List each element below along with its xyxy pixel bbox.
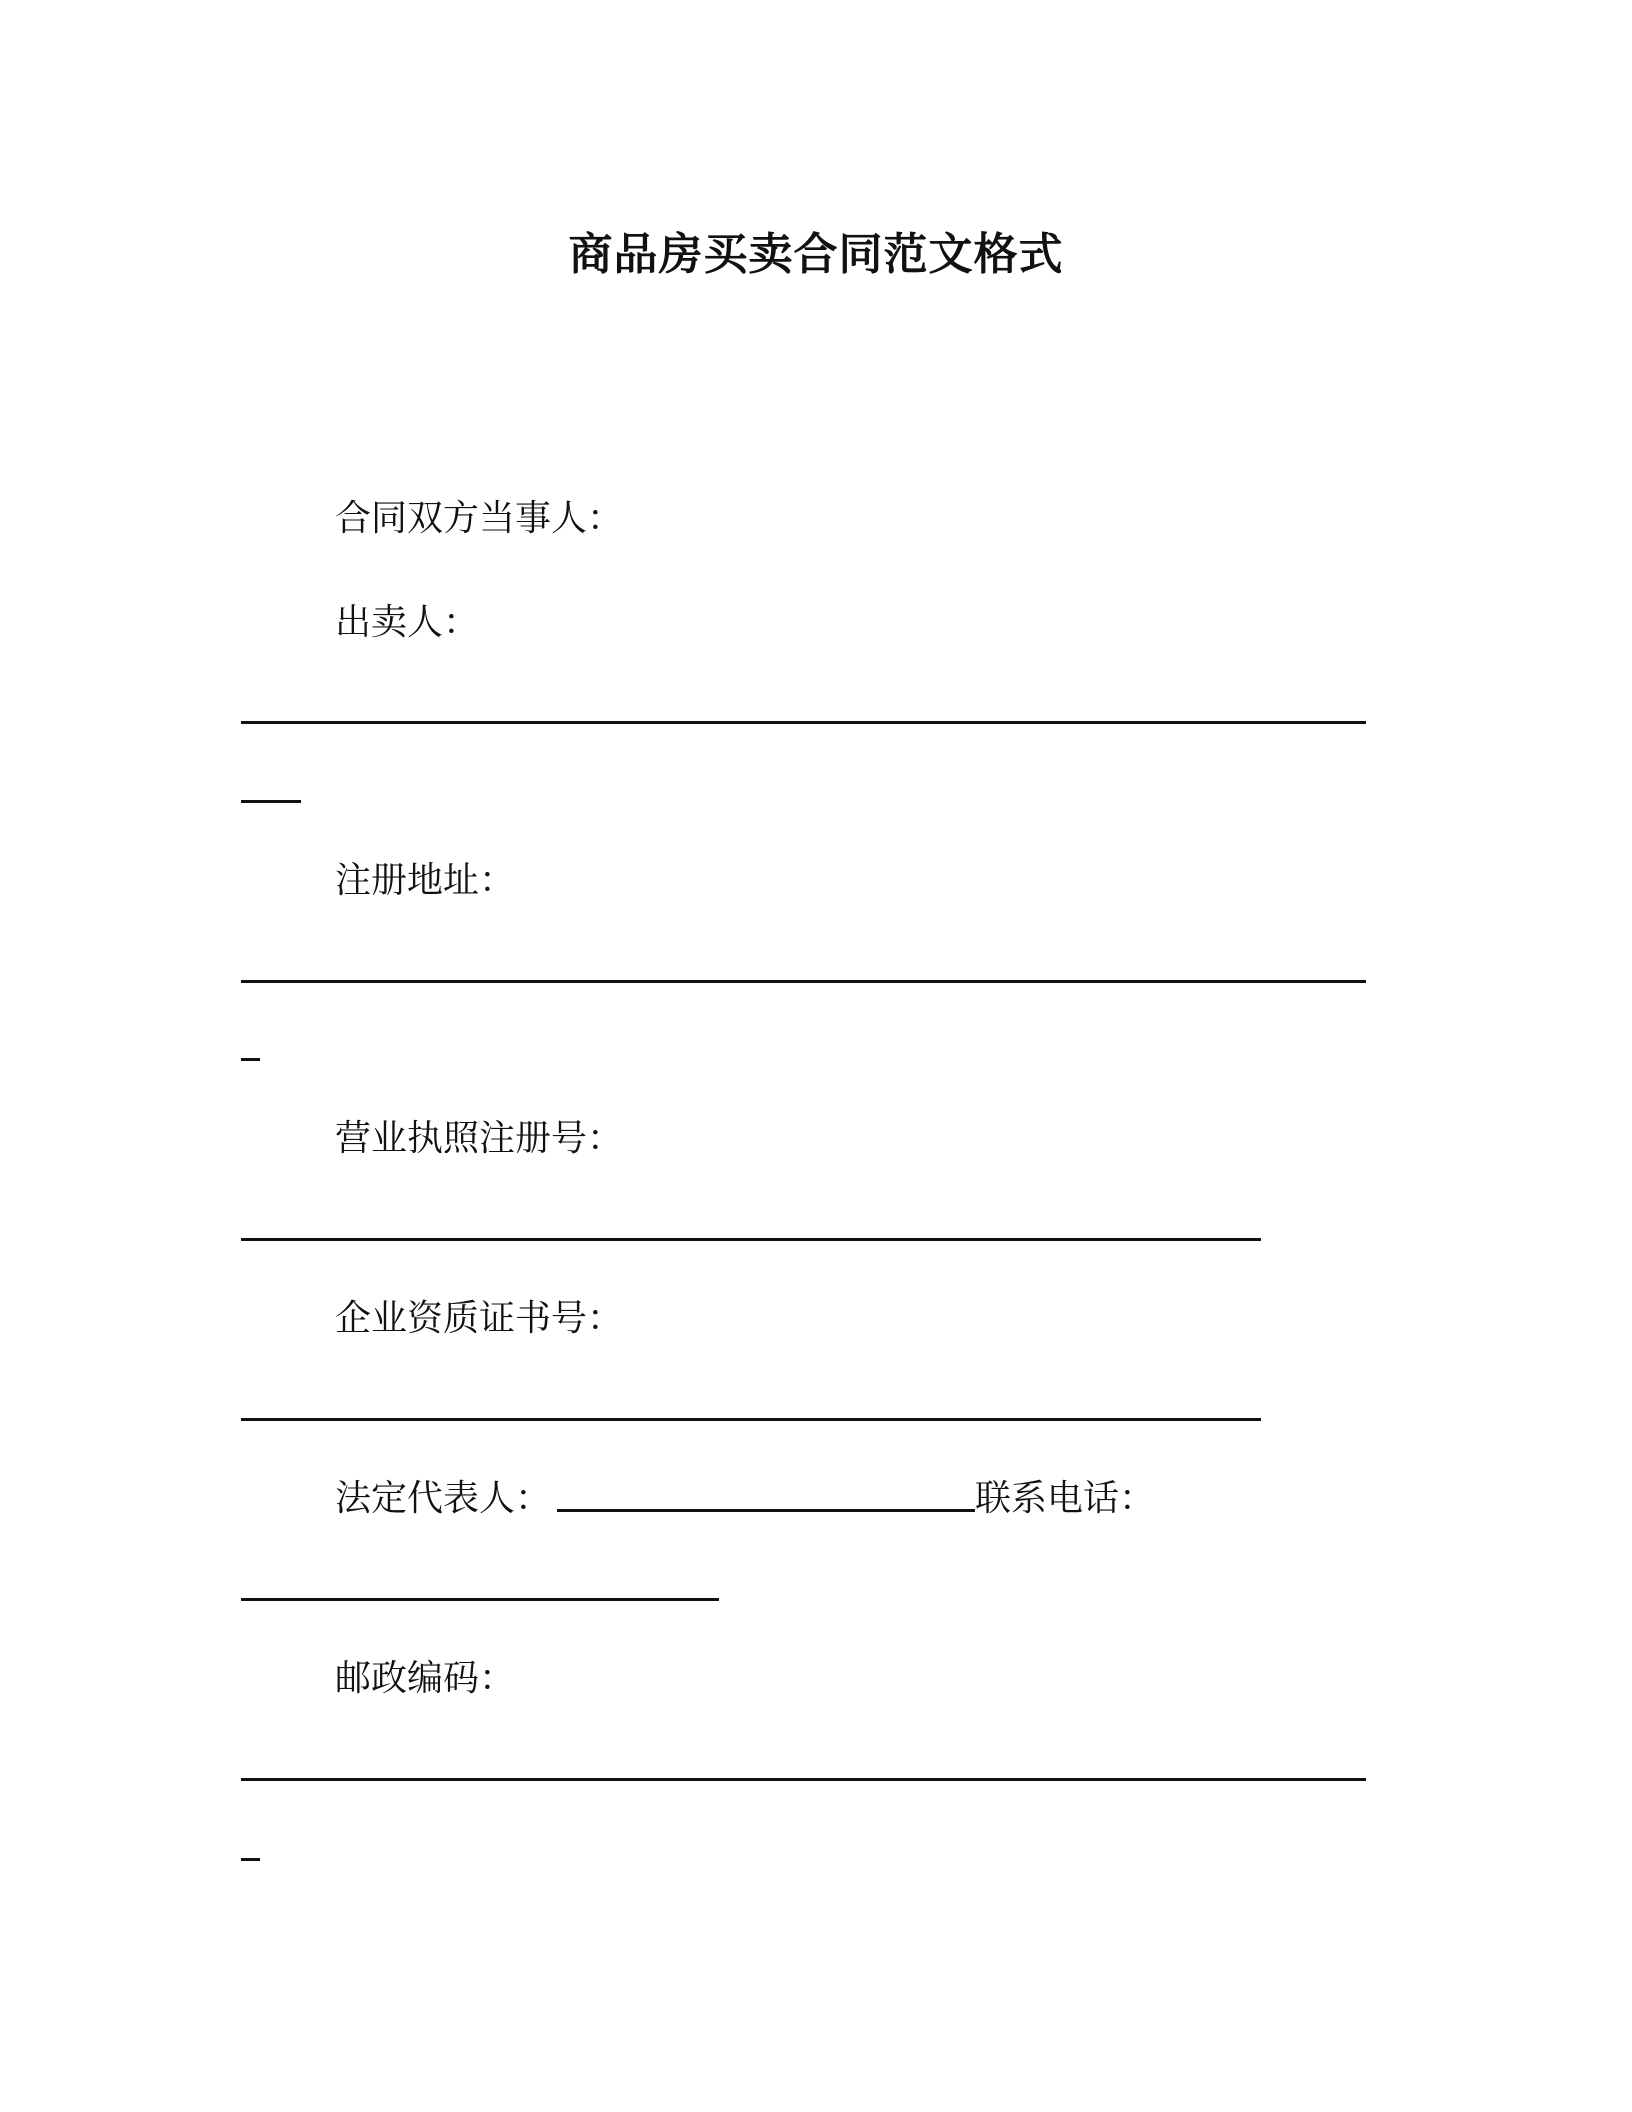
seller-label: 出卖人： [335,602,480,643]
contact-phone-label: 联系电话： [975,1478,1156,1519]
legal-representative-blank-line[interactable] [557,1509,975,1512]
contact-phone-blank-line[interactable] [241,1598,719,1601]
registered-address-blank-line[interactable] [241,980,1366,983]
postal-code-label: 邮政编码： [335,1658,516,1699]
postal-code-blank-line[interactable] [241,1778,1366,1781]
registered-address-blank-line-continued[interactable] [241,1058,260,1061]
qualification-cert-label: 企业资质证书号： [335,1298,624,1339]
legal-representative-label: 法定代表人： [335,1478,552,1519]
legal-representative-row [335,1474,1155,1524]
document-title: 商品房买卖合同范文格式 [568,229,1064,280]
business-license-blank-line[interactable] [241,1238,1261,1241]
seller-blank-line[interactable] [241,721,1366,724]
parties-heading: 合同双方当事人： [335,498,624,539]
qualification-cert-blank-line[interactable] [241,1418,1261,1421]
postal-code-blank-line-continued[interactable] [241,1858,260,1861]
business-license-label: 营业执照注册号： [335,1118,624,1159]
registered-address-label: 注册地址： [335,860,516,901]
seller-blank-line-continued[interactable] [241,800,301,803]
